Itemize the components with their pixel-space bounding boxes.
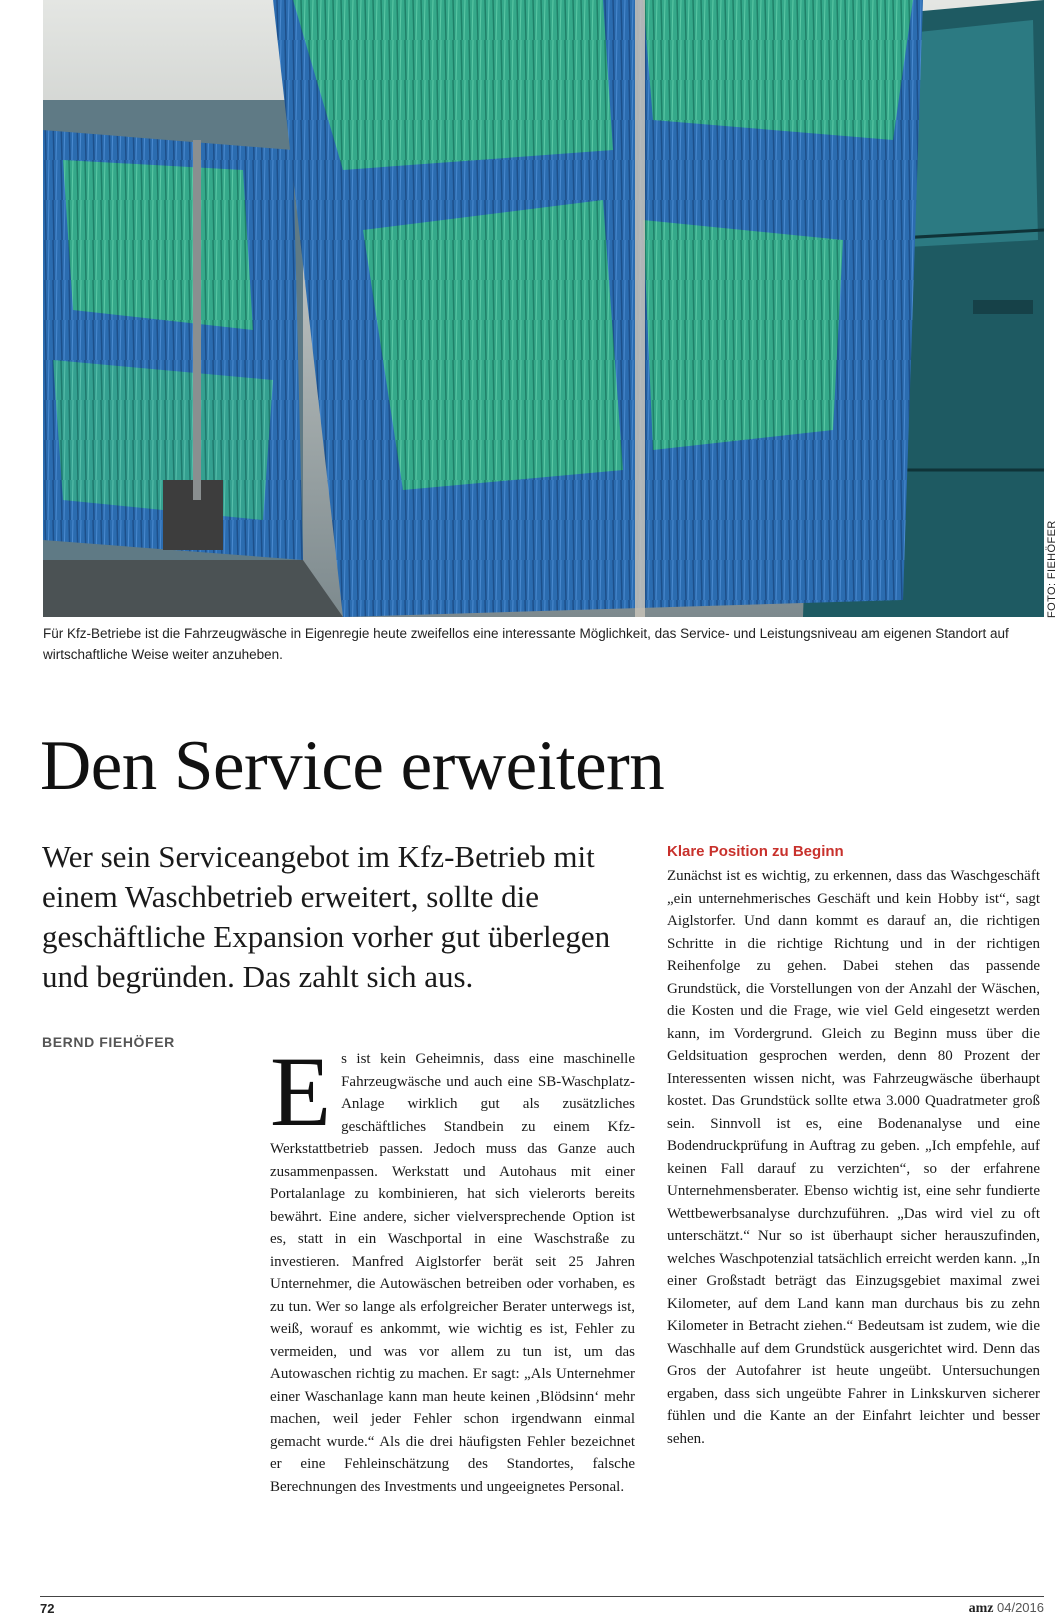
article-body-1: s ist kein Geheimnis, dass eine maschinelle Fahrzeugwäsche und auch eine SB-Waschplatz-Anlage wirklich gut als zusätzliches geschäftliches Standbein zu einem Kfz-Werkstattbetrieb passen. Jedoch muss das Ganze auch zusammenpassen. Werkstatt und Autohaus mit einer Portalanlage zu kombinieren, hat sich vielerorts bereits bewährt. Eine andere, sicher vielversprechende Option ist es, statt in ein Waschportal in eine Waschstraße zu investieren. Manfred Aiglstorfer berät seit 25 Jahren Unternehmer, die Autowäschen betreiben oder vorhaben, es zu tun. Wer so lange als erfolgreicher Berater unterwegs ist, weiß, worauf es ankommt, wie wichtig es ist, Fehler zu vermeiden, und was vor allem zu tun ist, um das Autowaschen richtig zu machen. Er sagt: „Als Unternehmer einer Waschanlage kann man heute keinen ‚Blödsinn‘ mehr machen, weil jeder Fehler schon irgendwann einmal gemacht wurde.“ Als die drei häufigsten Fehler bezeichnet er eine Fehleinschätzung des Standortes, falsche Berechnungen des Investments und ungeeignetes Personal. [270, 1051, 635, 1495]
article-column-2 [667, 865, 1040, 1450]
article-lead: Wer sein Serviceangebot im Kfz-Betrieb mit einem Waschbetrieb erweitert, sollte die geschäftliche Expansion vorher gut überlegen und begründen. Das zahlt sich aus. [42, 839, 611, 994]
car-wash-brushes-image [43, 0, 1044, 617]
magazine-issue: 04/2016 [997, 1600, 1044, 1615]
article-body-2: Zunächst ist es wichtig, zu erkennen, dass das Waschgeschäft „ein unternehmerisches Geschäft und kein Hobby ist“, sagt Aiglstorfer. Und dann kommt es darauf an, die richtigen Schritte in die richtige Richtung und in der richtigen Reihenfolge zu gehen. Dabei stehen das passende Grundstück, die Vorstellungen von der Anzahl der Wäschen, die Kosten und die Frage, wie viel Geld eingesetzt werden kann, im Vordergrund. Gleich zu Beginn muss über die Geldsituation gesprochen werden, denn 80 Prozent der Interessenten wissen nicht, was Fahrzeugwäsche überhaupt kostet. Das Grundstück sollte etwa 3.000 Quadratmeter groß sein. Sinnvoll ist es, eine Bodenanalyse und eine Bodendruckprüfung in Auftrag zu geben. „Ich empfehle, auf keinen Fall darauf zu verzichten“, so der erfahrene Unternehmensberater. Ebenso wichtig ist, eine sehr fundierte Wettbewerbsanalyse durchzuführen. „Das wird viel zu oft unterschätzt.“ Nur so ist überhaupt sicher herauszufinden, welches Waschpotenzial tatsächlich erreicht werden kann. „In einer Großstadt beträgt das Einzugsgebiet maximal zwei Kilometer, auf dem Land kann man durchaus bis zu zehn Kilometer in Betracht ziehen.“ Bedeutsam ist zudem, wie die Waschhalle auf dem Grundstück ausgerichtet wird. Denn das Gros der Autofahrer ist heute ungeübt. Untersuchungen ergaben, dass sich ungeübte Fahrer in Linkskurven sicherer fühlen und die Kante an der Einfahrt leichter und besser sehen. [667, 868, 1040, 1447]
photo-credit: FOTO: FIEHÖFER [1046, 520, 1058, 618]
article-column-1 [270, 1036, 635, 1498]
article-paragraph-1 [270, 1036, 635, 1498]
article-title: Den Service erweitern [40, 727, 665, 805]
section-subheading: Klare Position zu Beginn [667, 843, 844, 860]
dropcap: E [270, 1036, 332, 1147]
photo-caption: Für Kfz-Betriebe ist die Fahrzeugwäsche in Eigenregie heute zweifellos eine interessante Möglichkeit, das Service- und Leistungsniveau am eigenen Standort auf wirtschaftliche Weise weiter anzuheben. [43, 626, 1009, 662]
page-number: 72 [40, 1601, 55, 1616]
footer-divider [40, 1596, 1044, 1597]
article-author: BERND FIEHÖFER [42, 1034, 175, 1050]
magazine-footer [969, 1600, 1044, 1617]
magazine-name: amz [968, 1601, 994, 1616]
car-wash-photo [43, 0, 1044, 617]
